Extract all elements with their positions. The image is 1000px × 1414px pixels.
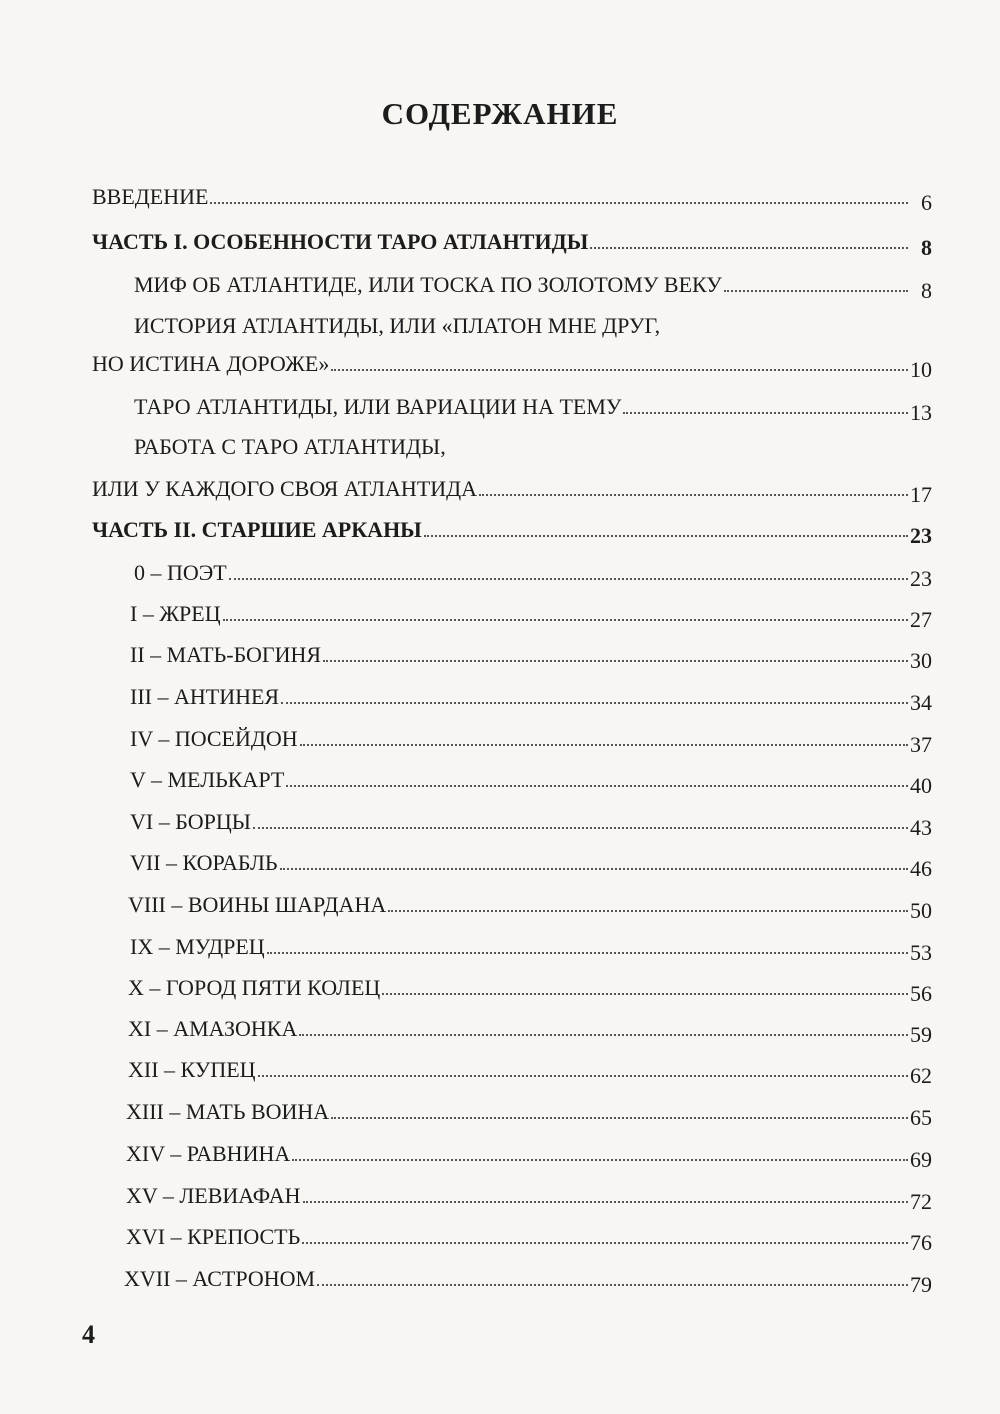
toc-entry-label: ЧАСТЬ I. ОСОБЕННОСТИ ТАРО АТЛАНТИДЫ	[92, 229, 589, 254]
toc-entry-label: VI – БОРЦЫ	[130, 809, 251, 834]
toc-entry-part-1[interactable]	[0, 229, 1000, 261]
toc-leader-dots	[258, 1075, 908, 1077]
toc-entry-page: 8	[921, 278, 932, 303]
toc-entry-arcana[interactable]	[0, 560, 1000, 592]
toc-entry-label: I – ЖРЕЦ	[130, 601, 221, 626]
page-title: СОДЕРЖАНИЕ	[381, 96, 619, 131]
toc-entry-page: 59	[910, 1022, 932, 1047]
toc-entry-page: 30	[910, 648, 932, 673]
toc-leader-dots	[724, 290, 908, 292]
toc-entry-label: VIII – ВОИНЫ ШАРДАНА	[128, 892, 387, 917]
toc-entry-arcana[interactable]	[0, 809, 1000, 841]
toc-entry-arcana[interactable]	[0, 1183, 1000, 1215]
toc-entry-label: X – ГОРОД ПЯТИ КОЛЕЦ	[128, 975, 381, 1000]
toc-entry-arcana[interactable]	[0, 1099, 1000, 1131]
toc-entry-label: II – МАТЬ-БОГИНЯ	[130, 642, 322, 667]
toc-entry-label: 0 – ПОЭТ	[134, 560, 227, 585]
toc-entry-label: IV – ПОСЕЙДОН	[130, 726, 298, 751]
toc-leader-dots	[323, 660, 908, 662]
toc-entry-page: 69	[910, 1147, 932, 1172]
toc-entry-page: 62	[910, 1063, 932, 1088]
toc-entry-arcana[interactable]	[0, 767, 1000, 799]
toc-entry-label: ВВЕДЕНИЕ	[92, 184, 209, 209]
toc-entry-myth[interactable]	[0, 272, 1000, 304]
toc-entry-part-2[interactable]	[0, 517, 1000, 549]
toc-leader-dots	[302, 1242, 908, 1244]
toc-entry-page: 37	[910, 732, 932, 757]
toc-leader-dots	[590, 247, 908, 249]
toc-entry-page: 17	[910, 482, 932, 507]
toc-leader-dots	[331, 1117, 908, 1119]
toc-entry-page: 23	[910, 523, 932, 548]
toc-entry-page: 79	[910, 1272, 932, 1297]
toc-leader-dots	[292, 1159, 908, 1161]
toc-leader-dots	[281, 702, 908, 704]
toc-entry-page: 8	[921, 235, 932, 260]
toc-entry-arcana[interactable]	[0, 892, 1000, 924]
toc-leader-dots	[229, 578, 908, 580]
toc-entry-page: 10	[910, 357, 932, 382]
toc-entry-history[interactable]	[0, 313, 1000, 385]
toc-leader-dots	[210, 202, 908, 204]
toc-entry-arcana[interactable]	[0, 601, 1000, 633]
toc-entry-arcana[interactable]	[0, 1224, 1000, 1256]
toc-leader-dots	[299, 1034, 908, 1036]
toc-entry-label: МИФ ОБ АТЛАНТИДЕ, ИЛИ ТОСКА ПО ЗОЛОТОМУ ВЕКУ	[134, 272, 722, 297]
toc-entry-label: VII – КОРАБЛЬ	[130, 850, 278, 875]
toc-entry-page: 13	[910, 400, 932, 425]
toc-entry-arcana[interactable]	[0, 975, 1000, 1007]
toc-entry-page: 46	[910, 856, 932, 881]
toc-leader-dots	[300, 744, 908, 746]
toc-leader-dots	[623, 412, 908, 414]
toc-entry-label: XVI – КРЕПОСТЬ	[126, 1224, 301, 1249]
toc-entry-page: 56	[910, 981, 932, 1006]
toc-entry-label: НО ИСТИНА ДОРОЖЕ»	[92, 351, 330, 376]
toc-leader-dots	[280, 868, 908, 870]
toc-leader-dots	[267, 952, 908, 954]
toc-entry-page: 34	[910, 690, 932, 715]
toc-entry-label: XVII – АСТРОНОМ	[124, 1266, 316, 1291]
toc-entry-label-line1: РАБОТА С ТАРО АТЛАНТИДЫ,	[134, 434, 446, 459]
toc-entry-arcana[interactable]	[0, 1141, 1000, 1173]
toc-entry-page: 72	[910, 1189, 932, 1214]
toc-entry-label: V – МЕЛЬКАРТ	[130, 767, 285, 792]
toc-entry-tarot[interactable]	[0, 394, 1000, 426]
toc-entry-page: 6	[921, 190, 932, 215]
toc-entry-page: 27	[910, 607, 932, 632]
toc-entry-arcana[interactable]	[0, 850, 1000, 882]
toc-entry-label: IX – МУДРЕЦ	[130, 934, 265, 959]
toc-leader-dots	[479, 494, 908, 496]
toc-leader-dots	[382, 993, 908, 995]
toc-entry-label: XII – КУПЕЦ	[128, 1057, 256, 1082]
toc-leader-dots	[331, 369, 908, 371]
toc-leader-dots	[253, 827, 908, 829]
toc-entry-label: XI – АМАЗОНКА	[128, 1016, 298, 1041]
toc-entry-working[interactable]	[0, 434, 1000, 506]
toc-leader-dots	[317, 1284, 908, 1286]
toc-entry-arcana[interactable]	[0, 934, 1000, 966]
toc-entry-arcana[interactable]	[0, 726, 1000, 758]
toc-entry-label: ЧАСТЬ II. СТАРШИЕ АРКАНЫ	[92, 517, 422, 542]
toc-entry-introduction[interactable]	[0, 184, 1000, 216]
toc-entry-page: 23	[910, 566, 932, 591]
toc-entry-label: XV – ЛЕВИАФАН	[126, 1183, 301, 1208]
toc-entry-arcana[interactable]	[0, 1057, 1000, 1089]
toc-entry-label: III – АНТИНЕЯ	[130, 684, 280, 709]
page-number: 4	[82, 1320, 95, 1349]
toc-entry-label: XIII – МАТЬ ВОИНА	[126, 1099, 330, 1124]
toc-entry-page: 40	[910, 773, 932, 798]
toc-entry-label: XIV – РАВНИНА	[126, 1141, 291, 1166]
toc-entry-label-line1: ИСТОРИЯ АТЛАНТИДЫ, ИЛИ «ПЛАТОН МНЕ ДРУГ,	[134, 313, 661, 338]
toc-entry-page: 50	[910, 898, 932, 923]
toc-entry-page: 53	[910, 940, 932, 965]
toc-leader-dots	[303, 1201, 908, 1203]
toc-entry-page: 76	[910, 1230, 932, 1255]
toc-entry-arcana[interactable]	[0, 642, 1000, 674]
toc-leader-dots	[286, 785, 908, 787]
toc-entry-arcana[interactable]	[0, 1016, 1000, 1048]
toc-entry-arcana[interactable]	[0, 1266, 1000, 1298]
toc-leader-dots	[388, 910, 908, 912]
toc-entry-arcana[interactable]	[0, 684, 1000, 716]
toc-leader-dots	[223, 619, 908, 621]
toc-entry-label: ИЛИ У КАЖДОГО СВОЯ АТЛАНТИДА	[92, 476, 478, 501]
toc-leader-dots	[424, 535, 908, 537]
toc-entry-page: 65	[910, 1105, 932, 1130]
toc-entry-label: ТАРО АТЛАНТИДЫ, ИЛИ ВАРИАЦИИ НА ТЕМУ	[134, 394, 622, 419]
toc-entry-page: 43	[910, 815, 932, 840]
